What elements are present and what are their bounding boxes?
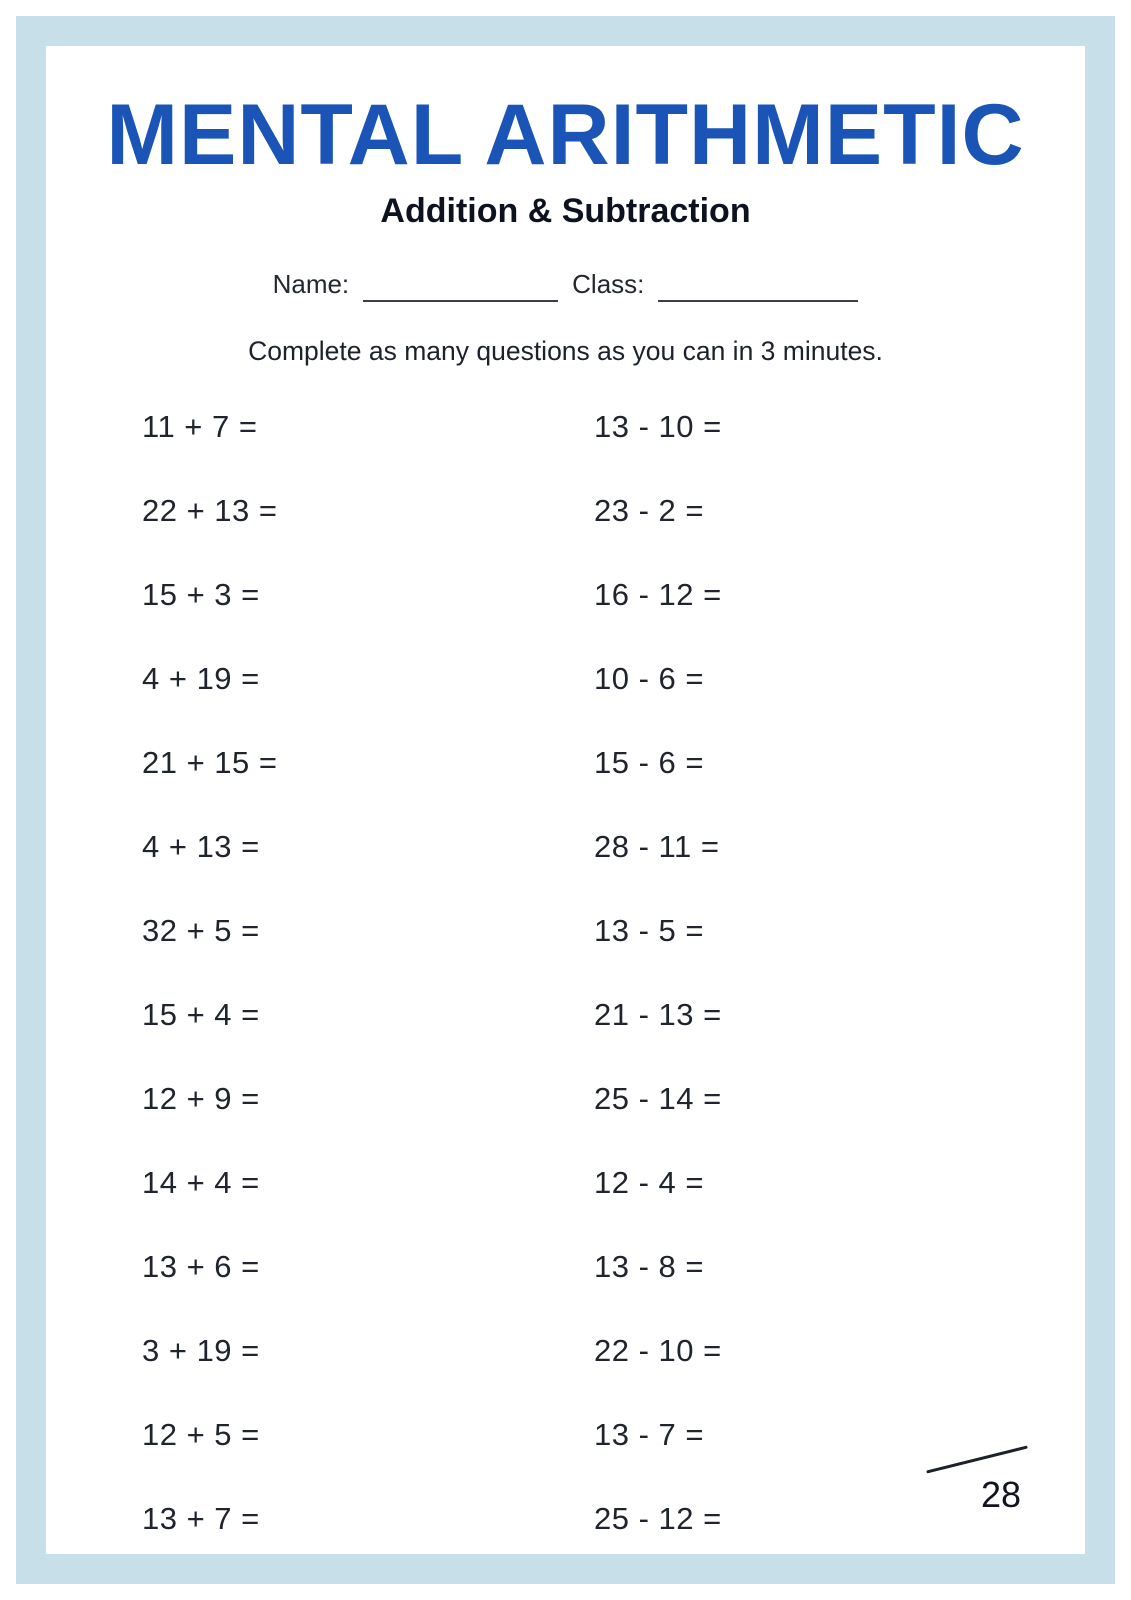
problem: 14 + 4 = — [142, 1165, 260, 1200]
problem: 12 + 5 = — [142, 1417, 260, 1452]
problem: 21 + 15 = — [142, 745, 278, 780]
problem: 25 - 14 = — [594, 1081, 722, 1116]
problem: 23 - 2 = — [594, 493, 704, 528]
problem: 13 - 10 = — [594, 409, 722, 444]
problems-left-column — [142, 409, 594, 1584]
problem: 4 + 13 = — [142, 829, 260, 864]
problem: 22 + 13 = — [142, 493, 278, 528]
problem: 10 - 6 = — [594, 661, 704, 696]
page-number-slash — [926, 1445, 1028, 1473]
problems-right-column — [594, 409, 1046, 1584]
problem: 15 + 3 = — [142, 577, 260, 612]
problem: 11 + 7 = — [142, 409, 258, 444]
problem: 25 - 12 = — [594, 1501, 722, 1536]
problem: 15 - 6 = — [594, 745, 704, 780]
page-number-area — [921, 1436, 1041, 1516]
subtitle: Addition & Subtraction — [380, 192, 751, 230]
problem: 12 + 9 = — [142, 1081, 260, 1116]
page-number: 28 — [980, 1474, 1021, 1515]
class-blank-field[interactable] — [658, 272, 858, 302]
problem: 22 - 10 = — [594, 1333, 722, 1368]
problem: 15 + 4 = — [142, 997, 260, 1032]
problem: 28 - 11 = — [594, 829, 720, 864]
instruction-text: Complete as many questions as you can in 3 minutes. — [248, 336, 883, 366]
problem: 12 - 4 = — [594, 1165, 704, 1200]
name-class-row — [46, 269, 1085, 302]
problem: 21 - 13 = — [594, 997, 722, 1032]
name-blank-field[interactable] — [363, 272, 558, 302]
problems-grid — [46, 409, 1085, 1584]
problem: 13 - 8 = — [594, 1249, 704, 1284]
problem: 16 - 12 = — [594, 577, 722, 612]
problem: 32 + 5 = — [142, 913, 260, 948]
problem: 13 + 6 = — [142, 1249, 260, 1284]
problem: 4 + 19 = — [142, 661, 260, 696]
problem: 3 + 19 = — [142, 1333, 260, 1368]
name-label: Name: — [272, 269, 350, 299]
problem: 13 + 7 = — [142, 1501, 260, 1536]
worksheet-frame — [16, 16, 1115, 1584]
class-label: Class: — [572, 269, 645, 299]
problem: 13 - 5 = — [594, 913, 704, 948]
page-title: MENTAL ARITHMETIC — [106, 87, 1025, 183]
problem: 13 - 7 = — [594, 1417, 704, 1452]
